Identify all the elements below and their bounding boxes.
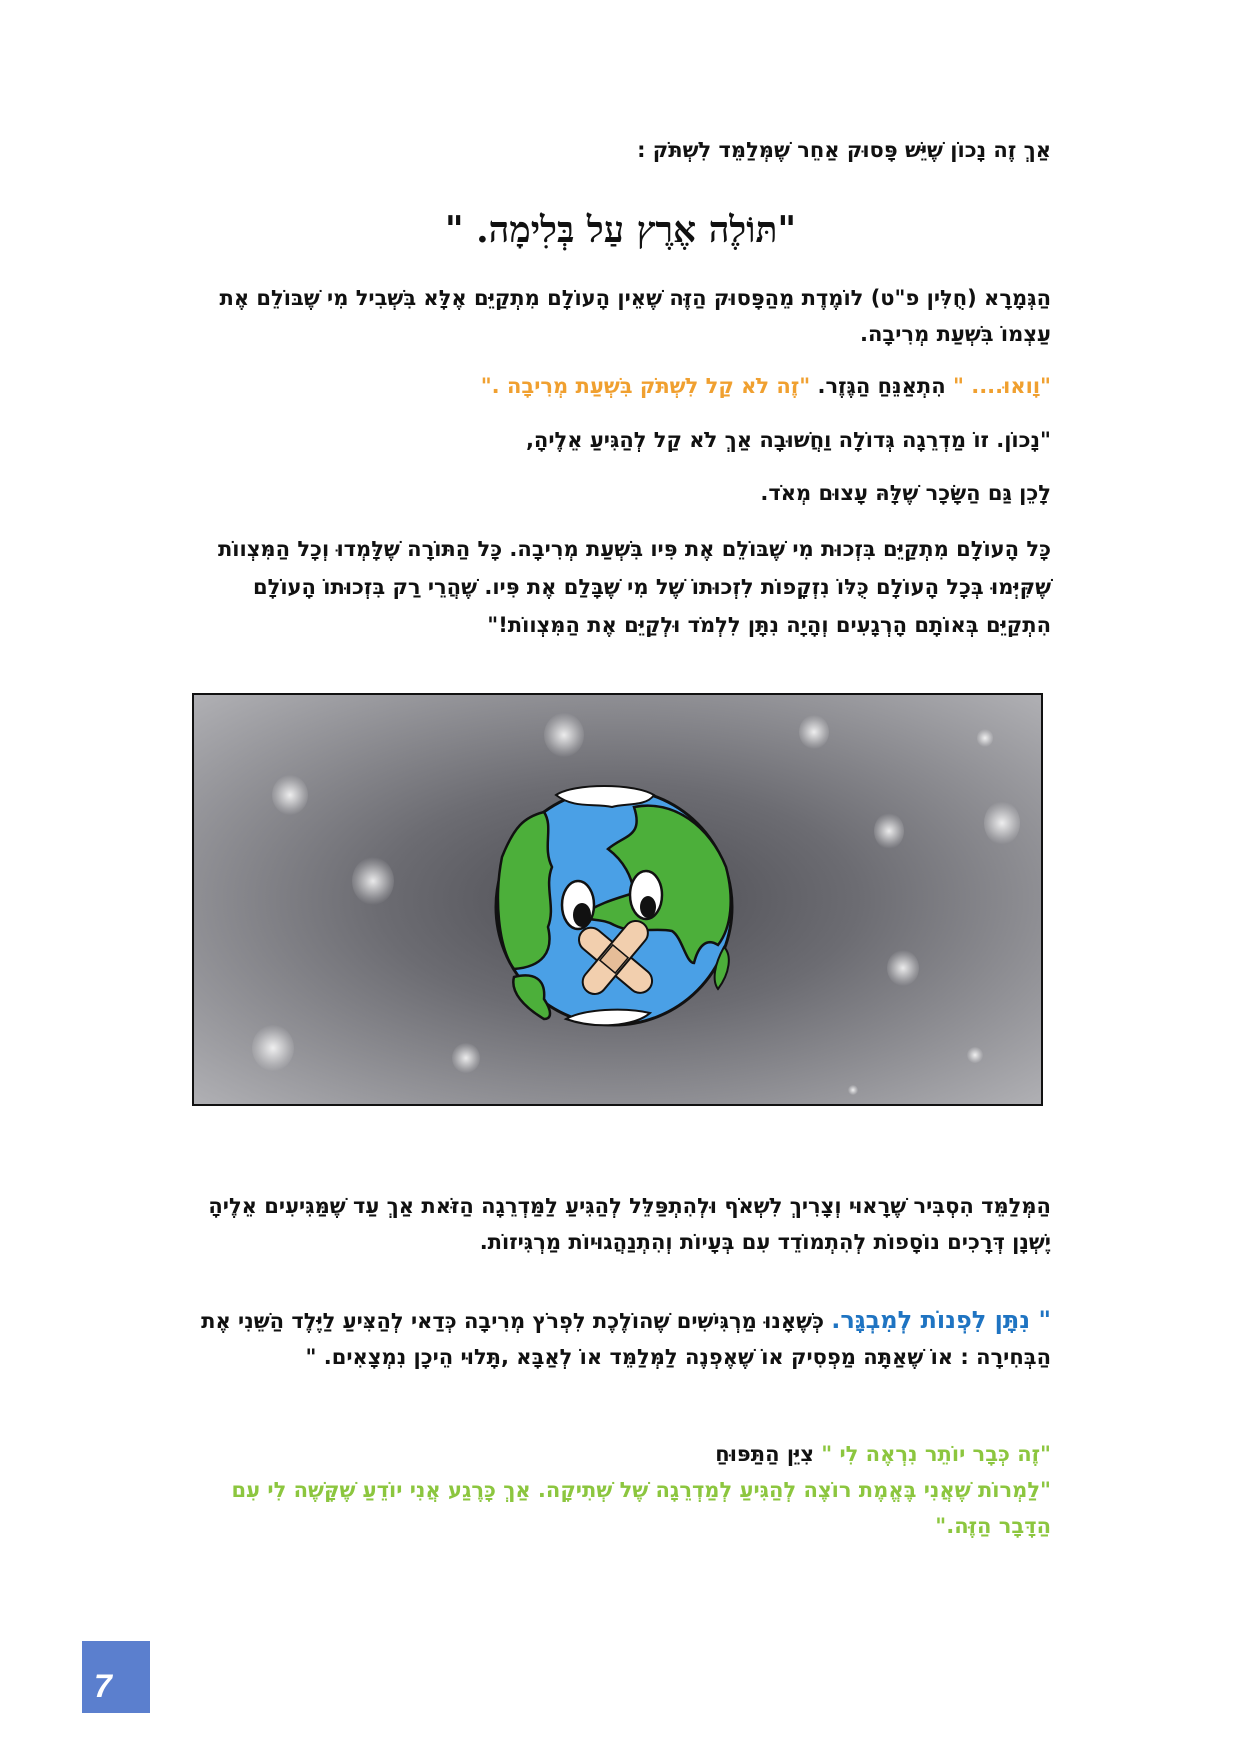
carrot-line xyxy=(190,368,1051,404)
illustration-frame xyxy=(192,693,1043,1106)
verse-title: "תּוֹלֶה אֶרֶץ עַל בְּלִימָה. " xyxy=(444,209,797,251)
exit-paragraph xyxy=(200,1302,1051,1375)
carrot-quote: "זֶה לֹא קַל לִשְׁתֹּק בִּשְׁעַת מְרִיבָה ." xyxy=(480,374,811,398)
globe-character-icon xyxy=(194,695,1043,1106)
correct-line: "נָכוֹן. זוֹ מַדְרֵגָה גְּדוֹלָה וַחֲשׁוּבָה אַךְ לֹא קַל לְהַגִּיעַ אֵלֶיהָ, xyxy=(525,428,1051,452)
carrot-narration: הִתְאַנֵּחַ הַגֶּזֶר. xyxy=(810,374,953,398)
world-paragraph: כָּל הָעוֹלָם מִתְקַיֵּם בִּזְכוּת מִי שֶׁבּוֹלֵם אֶת פִּיו בִּשְׁעַת מְרִיבָה. כָּל הַתּוֹרָה שֶׁלָּמְדוּ וְכָל הַמִּצְווֹת שֶׁקִּיְּמוּ בְּכָל הָעוֹלָם כֻּלּוֹ נִזְקָפוֹת לִזְכוּתוֹ שֶׁל מִי שֶׁבָּלַם אֶת פִּיו. שֶׁהֲרֵי רַק בִּזְכוּתוֹ הָעוֹלָם הִתְקַיֵּם בְּאוֹתָם הָרְגָעִים וְהָיָה נִתָּן לִלְמֹד וּלְקַיֵּם אֶת הַמִּצְווֹת!" xyxy=(217,537,1051,637)
intro-line: אַךְ זֶה נָכוֹן שֶׁיֵּשׁ פָּסוּק אַחֵר שֶׁמְּלַמֵּד לִשְׁתֹּק : xyxy=(637,138,1051,162)
apple-quote: "זֶה כְּבָר יוֹתֵר נִרְאֶה לִי " xyxy=(821,1442,1051,1466)
apple-line xyxy=(220,1436,1051,1472)
page-number-box xyxy=(82,1641,150,1713)
exit-rest: כְּשֶׁאָנוּ מַרְגִּישִׁים שֶׁהוֹלֶכֶת לִפְרֹץ מְרִיבָה כְּדַאי לְהַצִּיעַ לַיֶּלֶד הַשֵּׁנִי אֶת הַבְּחִירָה : אוֹ שֶׁאַתָּה מַפְסִיק אוֹ שֶׁאֶפְנֶה לַמְּלַמֵּד אוֹ לְאַבָּא ,תָּלוּי הֵיכָן נִמְצָאִים. " xyxy=(201,1309,1051,1369)
reward-line: לָכֵן גַּם הַשָּׂכָר שֶׁלָּהּ עָצוּם מְאֹד. xyxy=(760,481,1051,505)
page-number: 7 xyxy=(94,1668,112,1704)
carrot-exclaim: "וָואוּ.... " xyxy=(952,374,1051,398)
apple-reply: "לַמְרוֹת שֶׁאֲנִי בֶּאֱמֶת רוֹצֶה לְהַגִּיעַ לְמַדְרֵגָה שֶׁל שְׁתִיקָה. אַךְ כָּרֶגַע אֲנִי יוֹדֵעַ שֶׁקָּשֶׁה לִי עִם הַדָּבָר הַזֶּה." xyxy=(231,1478,1051,1538)
apple-speaker: צִיֵּן הַתַּפּוּחַ xyxy=(715,1442,822,1466)
teacher-paragraph: הַמְּלַמֵּד הִסְבִּיר שֶׁרָאוּי וְצָרִיךְ לִשְׁאֹף וּלְהִתְפַּלֵּל לְהַגִּיעַ לַמַּדְרֵגָה הַזֹּאת אַךְ עַד שֶׁמַּגִּיעִים אֵלֶיהָ יֶשְׁנָן דְּרָכִים נוֹסָפוֹת לְהִתְמוֹדֵד עִם בְּעָיוֹת וְהִתְנַהֲגוּיוֹת מַרְגִּיזוֹת. xyxy=(208,1194,1051,1254)
exit-highlight: " נִתָּן לִפְנוֹת לְמִבְגָּר. xyxy=(831,1306,1051,1334)
gemara-paragraph: הַגְּמָרָא (חֻלִּין פ"ט) לוֹמֶדֶת מֵהַפָּסוּק הַזֶּה שֶׁאֵין הָעוֹלָם מִתְקַיֵּם אֶלָּא בִּשְׁבִיל מִי שֶׁבּוֹלֵם אֶת עַצְמוֹ בִּשְׁעַת מְרִיבָה. xyxy=(219,286,1051,346)
